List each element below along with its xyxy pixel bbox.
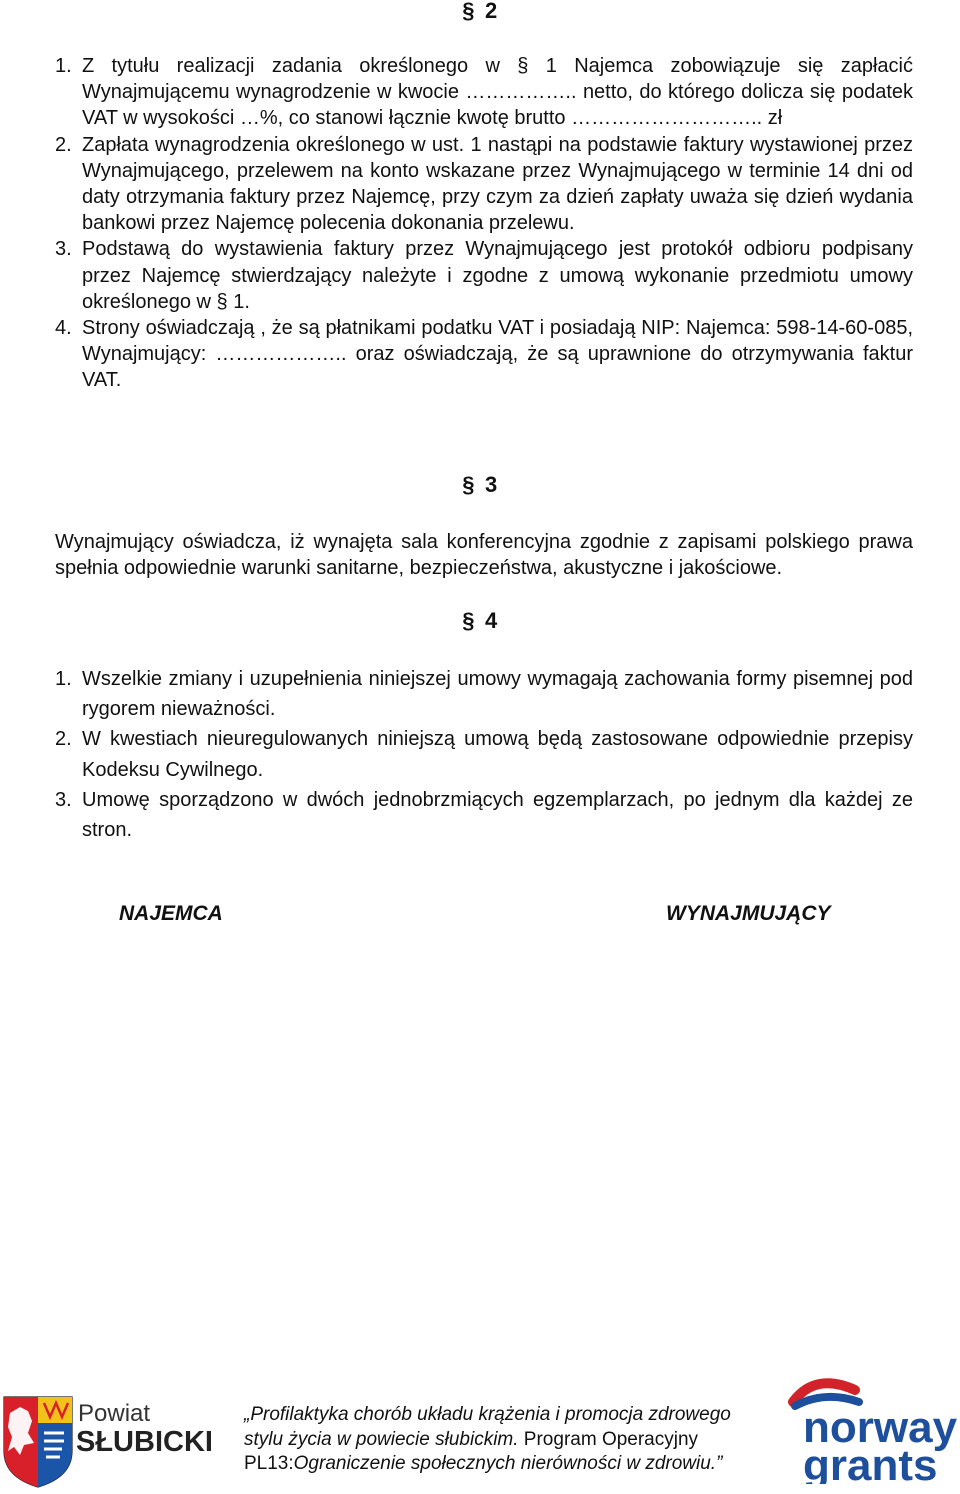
section-symbol: §: [462, 608, 475, 633]
footer-line-2-plain: Program Operacyjny: [518, 1428, 699, 1450]
powiat-slubicki-logo: [2, 1393, 234, 1489]
signature-wynajmujacy: WYNAJMUJĄCY: [666, 902, 831, 925]
section-symbol: §: [462, 0, 475, 23]
item-number: 2.: [55, 133, 72, 156]
section-3-paragraph: Wynajmujący oświadcza, iż wynajęta sala konferencyjna zgodnie z zapisami polskiego prawa spełnia odpowiednie warunki sanitarne, bezpieczeństwa, akustyczne i jakościowe.: [55, 531, 913, 580]
logo-text-grants: grants: [803, 1441, 938, 1484]
section-2-heading: [0, 0, 960, 24]
footer-line-3-plain: PL13:: [244, 1453, 294, 1474]
section-3-heading: [0, 472, 960, 498]
item-text: Podstawą do wystawienia faktury przez Wynajmującego jest protokół odbioru podpisany przez Najemcę stwierdzający należyte i zgodne z umową wykonanie przedmiotu umowy określonego w § 1.: [82, 238, 913, 313]
item-text: Umowę sporządzono w dwóch jednobrzmiących egzemplarzach, po jednym dla każdej ze stron.: [82, 788, 913, 842]
footer-project-text: [244, 1403, 784, 1477]
list-item: [55, 132, 913, 237]
list-item: [55, 236, 913, 315]
section-4-list: [55, 664, 913, 845]
item-text: W kwestiach nieuregulowanych niniejszą umową będą zastosowane odpowiednie przepisy Kodeksu Cywilnego.: [82, 728, 913, 781]
footer-line-2-italic: stylu życia w powiecie słubickim.: [244, 1428, 519, 1450]
item-number: 1.: [55, 668, 72, 690]
section-4-body: [55, 664, 913, 845]
section-number: 2: [485, 0, 498, 23]
logo-text-norway: norway: [803, 1403, 958, 1452]
logo-text-slubicki: SŁUBICKI: [76, 1426, 213, 1458]
item-text: Wszelkie zmiany i uzupełnienia niniejszej umowy wymagają zachowania formy pisemnej pod rygorem nieważności.: [82, 668, 913, 721]
item-number: 4.: [55, 317, 72, 340]
item-number: 3.: [55, 788, 72, 811]
list-item: [55, 315, 913, 394]
item-text: Strony oświadczają , że są płatnikami podatku VAT i posiadają NIP: Najemca: 598-14-60-085, Wynajmujący: ……………….. oraz oświadczają, że są uprawnione do otrzymywania faktur VAT.: [82, 317, 913, 392]
section-number: 3: [485, 472, 498, 497]
logo-text-powiat: Powiat: [78, 1400, 151, 1427]
footer-line-3: [244, 1452, 784, 1477]
coat-of-arms-icon: [2, 1393, 234, 1489]
list-item: [55, 724, 913, 784]
footer-line-2: [244, 1428, 784, 1453]
footer-line-3-italic: Ograniczenie społecznych nierówności w zdrowiu.”: [293, 1453, 723, 1474]
item-number: 1.: [55, 55, 72, 77]
norway-grants-logo-icon: [785, 1372, 960, 1484]
footer-line-1: „Profilaktyka chorób układu krążenia i promocja zdrowego: [244, 1404, 731, 1425]
section-4-heading: [0, 608, 960, 634]
item-number: 2.: [55, 728, 72, 751]
section-2-body: [55, 53, 913, 394]
section-2-list: [55, 53, 913, 394]
section-number: 4: [485, 608, 498, 633]
norway-grants-logo: [785, 1372, 960, 1484]
list-item: [55, 664, 913, 724]
signature-najemca: NAJEMCA: [119, 902, 223, 925]
section-symbol: §: [462, 472, 475, 497]
item-text: Zapłata wynagrodzenia określonego w ust. 1 nastąpi na podstawie faktury wystawionej przez Wynajmującego, przelewem na konto wskazane przez Wynajmującego w terminie 14 dni od daty otrzymania faktury przez Najemcę, przy czym za dzień zapłaty uważa się dzień wydania bankowi przez Najemcę polecenia dokonania przelewu.: [82, 133, 913, 235]
item-number: 3.: [55, 238, 72, 261]
item-text: Z tytułu realizacji zadania określonego w § 1 Najemca zobowiązuje się zapłacić Wynajmującemu wynagrodzenie w kwocie …………….. netto, do którego dolicza się podatek VAT w wysokości …%, co stanowi łącznie kwotę brutto ……………………….. zł: [82, 55, 913, 130]
list-item: [55, 53, 913, 132]
list-item: [55, 785, 913, 845]
